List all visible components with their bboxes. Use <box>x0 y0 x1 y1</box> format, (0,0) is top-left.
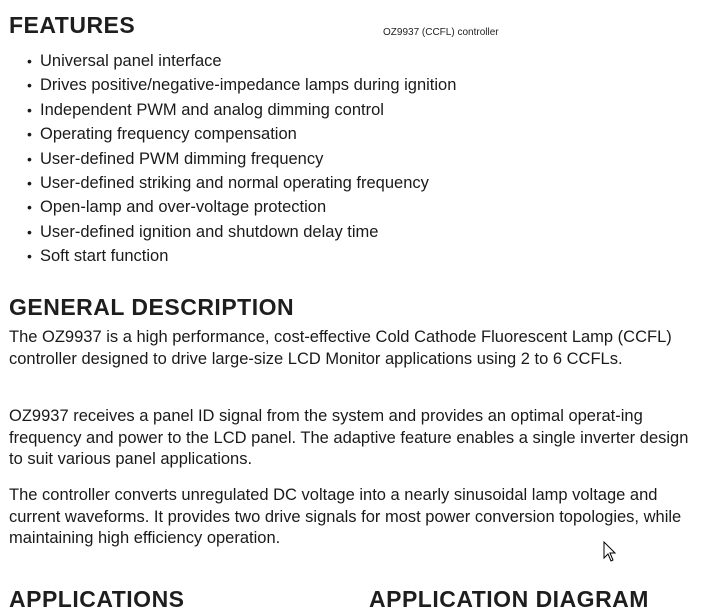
bullet-icon: • <box>27 150 32 167</box>
feature-item: • Drives positive/negative-impedance lamps during ignition <box>27 73 456 97</box>
bullet-icon: • <box>27 199 32 216</box>
bullet-icon: • <box>27 174 32 191</box>
feature-item: • Independent PWM and analog dimming control <box>27 98 456 122</box>
features-list <box>27 49 456 269</box>
application-diagram-heading: APPLICATION DIAGRAM <box>369 586 649 612</box>
bullet-icon: • <box>27 126 32 143</box>
feature-item: • Soft start function <box>27 244 456 268</box>
feature-item: • User-defined striking and normal operating frequency <box>27 171 456 195</box>
description-paragraph: The controller converts unregulated DC voltage into a nearly sinusoidal lamp voltage and current waveforms. It provides two drive signals for most power conversion topologies, while maintaining high efficiency operation. <box>9 486 682 548</box>
bullet-icon: • <box>27 223 32 240</box>
feature-item: • User-defined ignition and shutdown delay time <box>27 220 456 244</box>
feature-item: • Operating frequency compensation <box>27 122 456 146</box>
general-description-heading: GENERAL DESCRIPTION <box>9 294 295 320</box>
description-paragraph: OZ9937 receives a panel ID signal from the system and provides an optimal operat-ing frequency and power to the LCD panel. The adaptive feature enables a single inverter design to suit various panel applications. <box>9 407 689 469</box>
features-heading: FEATURES <box>9 12 136 38</box>
bullet-icon: • <box>27 53 32 69</box>
bullet-icon: • <box>27 77 32 94</box>
mouse-pointer-icon <box>603 541 617 563</box>
document-caption: OZ9937 (CCFL) controller <box>383 27 499 38</box>
bullet-icon: • <box>27 101 32 118</box>
applications-heading: APPLICATIONS <box>9 586 185 612</box>
bullet-icon: • <box>27 248 32 265</box>
feature-item: • Universal panel interface <box>27 49 456 73</box>
feature-item: • User-defined PWM dimming frequency <box>27 147 456 171</box>
description-paragraph: The OZ9937 is a high performance, cost-effective Cold Cathode Fluorescent Lamp (CCFL) controller designed to drive large-size LCD Monitor applications using 2 to 6 CCFLs. <box>9 328 672 368</box>
feature-item: • Open-lamp and over-voltage protection <box>27 195 456 219</box>
